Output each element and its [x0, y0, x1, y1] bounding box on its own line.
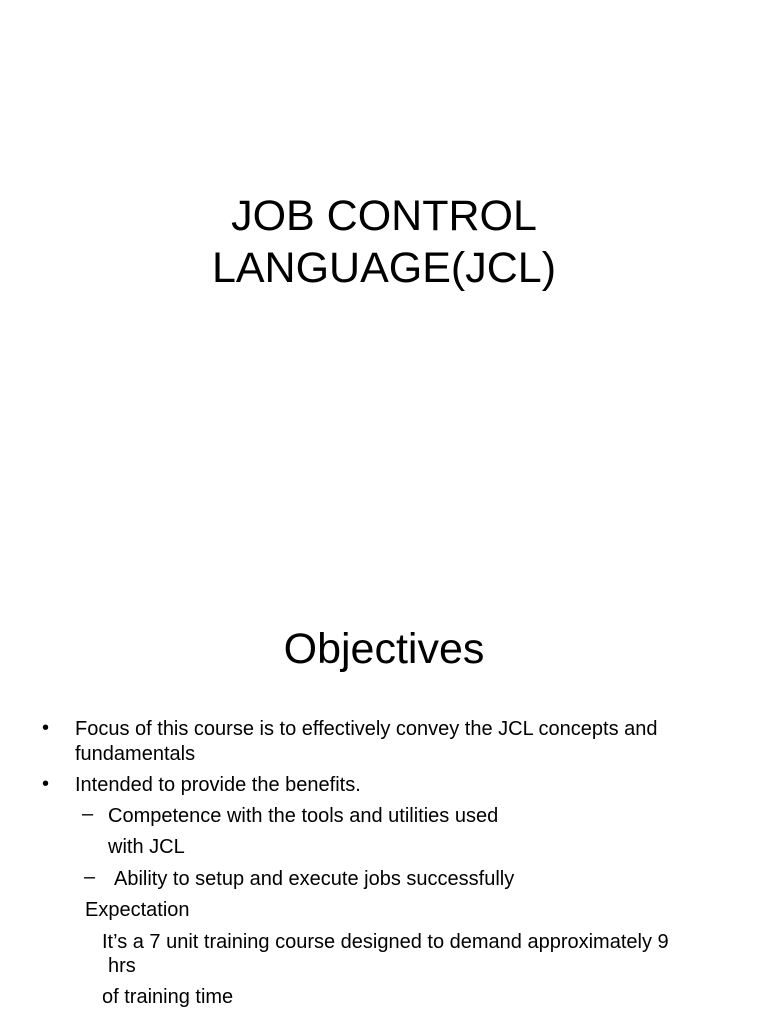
sub-bullet-1-text-line-2: with JCL — [108, 836, 185, 858]
title-line-2: LANGUAGE(JCL) — [211, 244, 557, 292]
dash-icon: – — [82, 803, 94, 825]
dash-icon: – — [84, 866, 96, 888]
expectation-text-line-1: It’s a 7 unit training course designed to demand approximately 9 — [102, 931, 669, 953]
bullet-icon: • — [42, 717, 50, 739]
expectation-text-line-2: hrs — [108, 955, 136, 977]
bullet-icon: • — [42, 773, 50, 795]
sub-bullet-2-text: Ability to setup and execute jobs successfully — [114, 868, 515, 890]
title-line-1: JOB CONTROL — [231, 192, 537, 240]
bullet-1-text-line-2: fundamentals — [75, 743, 196, 765]
sub-bullet-1-text-line-1: Competence with the tools and utilities used — [108, 805, 499, 827]
slide-title-objectives: Objectives — [283, 625, 485, 673]
bullet-1-text-line-1: Focus of this course is to effectively convey the JCL concepts and — [75, 718, 658, 740]
expectation-label: Expectation — [85, 899, 190, 921]
expectation-text-line-3: of training time — [102, 986, 234, 1008]
bullet-2-text: Intended to provide the benefits. — [75, 774, 361, 796]
slide-title-jcl — [0, 190, 768, 294]
